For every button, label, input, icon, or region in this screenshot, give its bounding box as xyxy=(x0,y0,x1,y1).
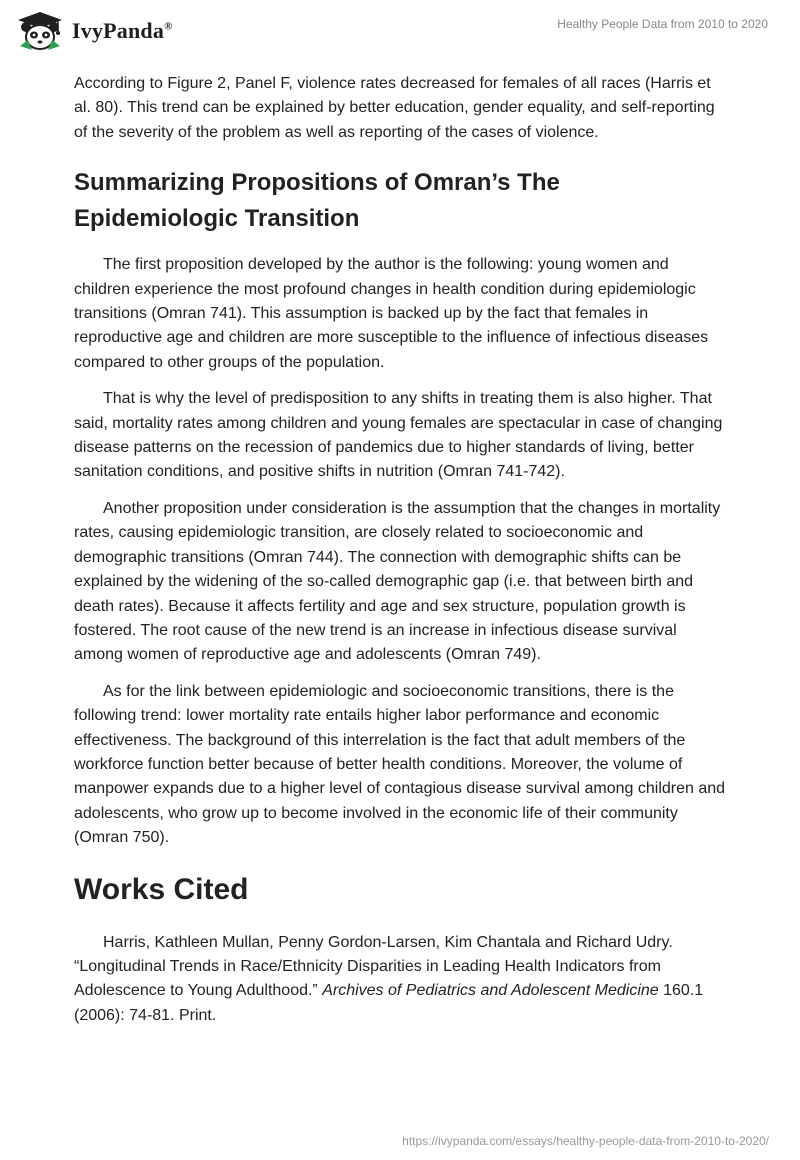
page-header xyxy=(0,0,800,60)
citation-details: 160.1 (2006): 74-81. Print. xyxy=(74,982,704,1024)
essay-content xyxy=(74,72,726,1040)
body-paragraph: Another proposition under consideration is the assumption that the changes in mortality rates, causing epidemiologic transition, are closely related to socioeconomic and demographic transitions (Omran 744). The connection with demographic shifts can be explained by the widening of the so-called demographic gap (i.e. that between birth and death rates). Because it affects fertility and age and sex structure, population growth is fostered. The root cause of the new trend is an increase in infectious disease survival among women of reproductive age and adolescents (Omran 749). xyxy=(74,499,721,664)
document-title: Healthy People Data from 2010 to 2020 xyxy=(557,17,768,31)
citation-authors-title: Harris, Kathleen Mullan, Penny Gordon-Larsen, Kim Chantala and Richard Udry. “Longitudinal Trends in Race/Ethnicity Disparities in Leading Health Indicators from Adolescence to Young Adulthood.” xyxy=(74,933,673,1000)
intro-paragraph: According to Figure 2, Panel F, violence rates decreased for females of all races (Harris et al. 80). This trend can be explained by better education, gender equality, and self-reporting of the severity of the problem as well as reporting of the cases of violence. xyxy=(74,75,715,141)
section-heading: Summarizing Propositions of Omran’s The Epidemiologic Transition xyxy=(74,169,560,233)
body-paragraph: That is why the level of predisposition to any shifts in treating them is also higher. That said, mortality rates among children and young females are spectacular in case of changing disease patterns on the recession of pandemics due to higher standards of living, better sanitation conditions, and positive shifts in nutrition (Omran 741-742). xyxy=(74,390,723,481)
works-cited-heading: Works Cited xyxy=(74,872,249,906)
source-url[interactable]: https://ivypanda.com/essays/healthy-people-data-from-2010-to-2020/ xyxy=(402,1134,769,1148)
panda-graduate-icon xyxy=(14,10,66,52)
body-paragraph: As for the link between epidemiologic and socioeconomic transitions, there is the following trend: lower mortality rate entails higher labor performance and economic effectiveness. The background of this interrelation is the fact that adult members of the workforce function better because of better health conditions. Moreover, the volume of manpower expands due to a higher level of contagious disease survival among children and adolescents, who grow up to become involved in the economic life of their community (Omran 750). xyxy=(74,682,726,847)
brand-name: IvyPanda® xyxy=(72,18,173,43)
ivypanda-logo[interactable] xyxy=(14,10,173,52)
citation-entry xyxy=(74,931,726,1029)
body-paragraph: The first proposition developed by the author is the following: young women and children experience the most profound changes in health condition during epidemiologic transitions (Omran 741). This assumption is backed up by the fact that females in reproductive age and children are more susceptible to the influence of infectious diseases compared to other groups of the population. xyxy=(74,256,709,371)
citation-journal: Archives of Pediatrics and Adolescent Medicine xyxy=(322,982,659,1000)
